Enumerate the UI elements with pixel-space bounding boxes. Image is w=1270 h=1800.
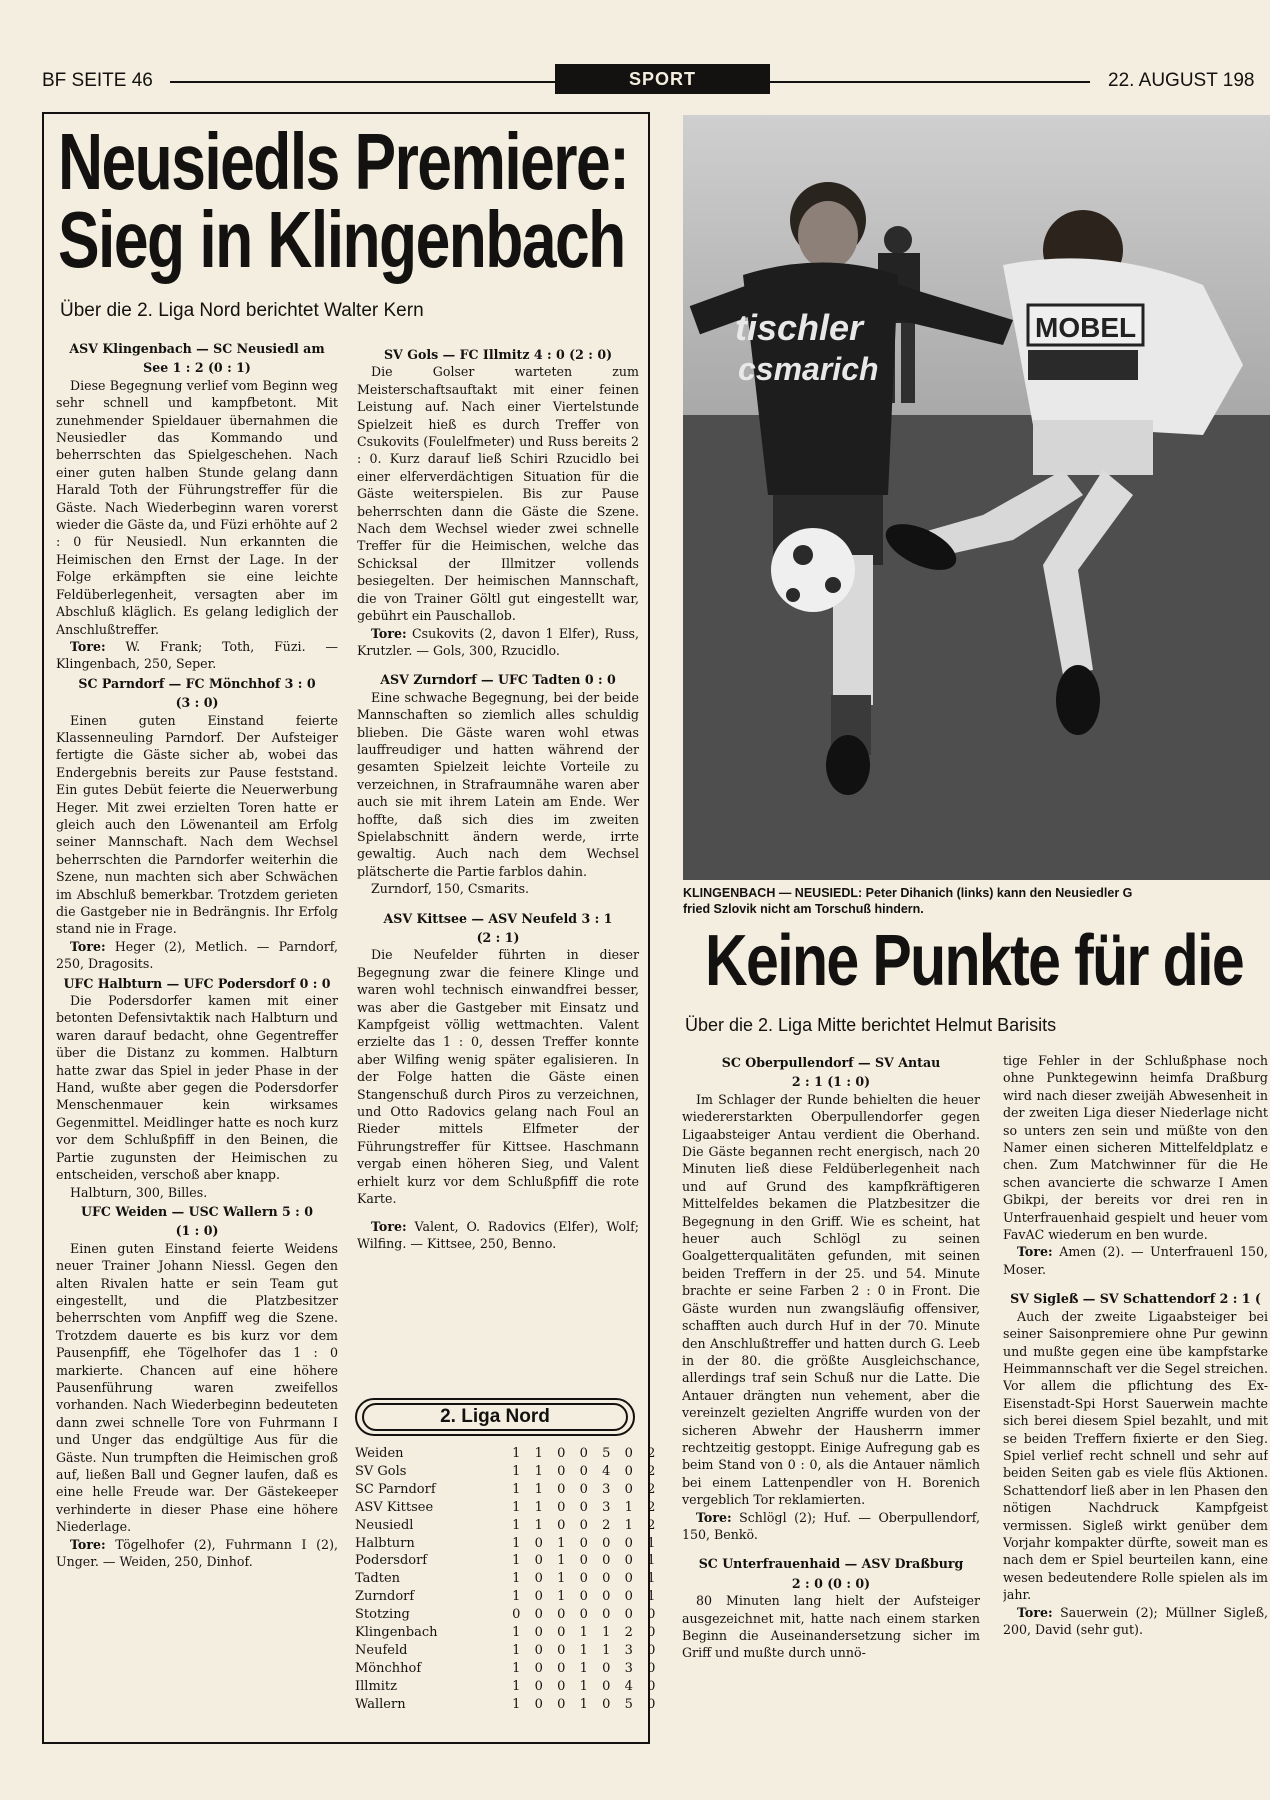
standings-value: 1	[512, 1481, 521, 1497]
standings-value: 0	[557, 1481, 566, 1497]
match-heading: ASV Kittsee — ASV Neufeld 3 : 1	[383, 910, 613, 926]
standings-value: 1	[512, 1660, 521, 1676]
standings-value: 0	[557, 1625, 566, 1641]
standings-value: 0	[624, 1589, 633, 1605]
standings-value: 0	[579, 1446, 588, 1461]
goals-label: Tore:	[371, 625, 407, 641]
goals-text: Sauerwein (2); Müllner Sigleß, 200, David (sehr gut).	[1003, 1604, 1268, 1637]
standings-value: 0	[579, 1553, 588, 1569]
standings-row	[355, 1517, 663, 1535]
standings-value: 0	[557, 1607, 566, 1623]
standings-title: 2. Liga Nord	[440, 1406, 550, 1427]
team-name: Zurndorf	[355, 1589, 415, 1605]
standings-value: 0	[624, 1481, 633, 1497]
standings-value: 4	[624, 1678, 633, 1694]
standings-value: 1	[557, 1571, 566, 1587]
standings-value: 0	[512, 1607, 521, 1623]
standings-value: 0	[579, 1517, 588, 1533]
standings-value: 0	[579, 1535, 588, 1551]
standings-value: 1	[579, 1642, 588, 1658]
standings-value: 0	[624, 1535, 633, 1551]
team-name: Illmitz	[355, 1678, 398, 1694]
match-heading: UFC Halbturn — UFC Podersdorf 0 : 0	[63, 975, 331, 991]
standings-value: 2	[647, 1446, 656, 1461]
section-label-box	[555, 64, 770, 94]
match-score: See 1 : 2 (0 : 1)	[143, 360, 251, 376]
header-rule-left	[170, 81, 555, 83]
standings-value: 0	[534, 1642, 543, 1658]
standings-value: 1	[512, 1499, 521, 1515]
team-name: SV Gols	[355, 1463, 407, 1479]
standings-value: 1	[512, 1446, 521, 1461]
standings-table	[355, 1445, 663, 1714]
standings-value: 0	[534, 1607, 543, 1623]
standings-value: 0	[602, 1607, 611, 1623]
standings-value: 1	[647, 1553, 656, 1569]
match-heading: SV Gols — FC Illmitz 4 : 0 (2 : 0)	[383, 347, 613, 362]
header-rule-right	[770, 81, 1090, 83]
standings-value: 4	[602, 1463, 611, 1479]
team-name: Stotzing	[355, 1607, 410, 1623]
right-byline: Über die 2. Liga Mitte berichtet Helmut Barisits	[685, 1015, 1057, 1035]
match-heading: SC Parndorf — FC Mönchhof 3 : 0	[78, 675, 316, 691]
team-name: Tadten	[355, 1571, 401, 1587]
team-name: Wallern	[355, 1696, 406, 1712]
goals-label: Tore:	[1017, 1244, 1053, 1260]
standings-value: 0	[602, 1535, 611, 1551]
goals-label: Tore:	[70, 938, 106, 954]
standings-value: 1	[557, 1535, 566, 1551]
standings-value: 0	[579, 1463, 588, 1479]
standings-value: 0	[579, 1607, 588, 1623]
standings-value: 3	[602, 1499, 611, 1515]
match-report: Einen guten Einstand feierte Weidens neuer Trainer Johann Niessl. Gegen den alten Rivalen hatte er sein Team gut eingestellt, und die Platzbesitzer beherrschten vom Anpfiff weg die Szene. Trotzdem dauerte es bis kurz vor dem Pausenpfiff, ehe Tögelhofer das 1 : 0 markierte. Chancen auf eine höhere Pausenführung waren zweifellos vorhanden. Nach Wiederbeginn bedeuteten dann zwei schnelle Tore von Fuhrmann I und Unger das endgültige Aus für die Gäste. Nun trumpften die Heimischen groß auf, ließen Ball und Gegner laufen, daß es eine helle Freude war. Der Gästekeeper verhinderte in dieser Phase eine höhere Niederlage.	[56, 1240, 338, 1535]
standings-row	[355, 1445, 663, 1463]
standings-value: 1	[512, 1571, 521, 1587]
standings-value: 0	[602, 1553, 611, 1569]
standings-value: 2	[647, 1499, 656, 1515]
match-score: 2 : 0 (0 : 0)	[791, 1575, 871, 1591]
standings-value: 1	[579, 1696, 588, 1712]
standings-value: 0	[579, 1571, 588, 1587]
standings-value: 1	[624, 1499, 633, 1515]
match-heading: UFC Weiden — USC Wallern 5 : 0	[81, 1203, 313, 1219]
shirt-print-3: MOBEL	[1035, 312, 1137, 343]
goals-text: Csukovits (2, davon 1 Elfer), Russ, Krutzler. — Gols, 300, Rzucidlo.	[357, 625, 640, 658]
standings-value: 1	[512, 1642, 521, 1658]
match-report: Auch der zweite Ligaabsteiger bei seiner Saisonpremiere ohne Pur gewinn und mußte gegen eine übe kampfstarke Heimmannschaft ver die Segel streichen. Vor allem die pflichtung des Ex-Eisenstadt-Spi Horst Sauerwein machte sich berei diesem Spiel bezahlt, und mit se beiden Treffern fixierte er den Sieg. Spiel verlief recht schnell und sehr auf beiden Seiten gab es viele flüs Aktionen. Schattendorf ließ aber in len Phasen den nötigen Nachdruck Kampfgeist vermissen. Sigleß wirkt genüber dem Vorjahr kompakter dürfte, soweit man es nach dem er Spiel beurteilen kann, eine wesen bedeutendere Rolle spielen als im jahr.	[1003, 1308, 1268, 1603]
standings-value: 0	[534, 1535, 543, 1551]
standings-value: 3	[624, 1642, 633, 1658]
match-photo	[683, 115, 1270, 880]
goals-label: Tore:	[70, 1536, 106, 1552]
goals-label: Tore:	[371, 1218, 407, 1234]
standings-value: 1	[624, 1517, 633, 1533]
standings-value: 1	[647, 1535, 656, 1551]
standings-value: 1	[534, 1517, 543, 1533]
standings-value: 0	[602, 1678, 611, 1694]
standings-value: 0	[557, 1499, 566, 1515]
standings-value: 0	[602, 1571, 611, 1587]
standings-value: 1	[512, 1553, 521, 1569]
match-heading: ASV Zurndorf — UFC Tadten 0 : 0	[380, 672, 616, 688]
standings-value: 0	[579, 1481, 588, 1497]
team-name: Neufeld	[355, 1642, 408, 1658]
standings-value: 1	[647, 1571, 656, 1587]
standings-row	[355, 1535, 663, 1553]
standings-value: 1	[647, 1589, 656, 1605]
standings-value: 0	[557, 1463, 566, 1479]
standings-value: 1	[579, 1678, 588, 1694]
standings-value: 0	[624, 1446, 633, 1461]
headline-line-2: Sieg in Klingenbach	[58, 195, 625, 284]
match-heading: SC Oberpullendorf — SV Antau	[721, 1055, 941, 1070]
standings-value: 2	[647, 1481, 656, 1497]
standings-value: 0	[647, 1607, 656, 1623]
standings-value: 3	[602, 1481, 611, 1497]
left-column-1	[56, 338, 338, 1570]
team-name: Neusiedl	[355, 1517, 414, 1533]
standings-value: 1	[557, 1553, 566, 1569]
standings-value: 0	[624, 1607, 633, 1623]
standings-title-box	[355, 1398, 635, 1436]
standings-row	[355, 1606, 663, 1624]
standings-row	[355, 1552, 663, 1570]
match-score: (1 : 0)	[175, 1223, 219, 1239]
standings-row	[355, 1642, 663, 1660]
match-report: Diese Begegnung verlief vom Beginn weg sehr schnell und kampfbetont. Mit zunehmender Spieldauer übernahmen die Neusiedler das Kommando und beherrschten das Spielgeschehen. Nach einer guten halben Stunde gelang dann Harald Toth der Führungstreffer für die Gäste. Nach Wiederbeginn waren vorerst wieder die Gäste da, und Füzi erhöhte auf 2 : 0 für Neusiedl. Nun erkannten die Heimischen den Ernst der Lage. In der Folge erkämpften sie eine leichte Feldüberlegenheit, versagten aber im Abschluß kläglich. Es gelang lediglich der Anschlußtreffer.	[56, 377, 338, 637]
standings-value: 0	[602, 1660, 611, 1676]
standings-value: 1	[512, 1589, 521, 1605]
standings-value: 1	[557, 1589, 566, 1605]
standings-row	[355, 1499, 663, 1517]
team-name: Klingenbach	[355, 1625, 438, 1641]
standings-row	[355, 1660, 663, 1678]
standings-value: 0	[624, 1571, 633, 1587]
match-heading: ASV Klingenbach — SC Neusiedl am	[69, 341, 325, 356]
standings-value: 1	[602, 1625, 611, 1641]
standings-value: 0	[534, 1696, 543, 1712]
left-byline: Über die 2. Liga Nord berichtet Walter Kern	[60, 300, 424, 321]
standings-value: 2	[647, 1463, 656, 1479]
match-report: 80 Minuten lang hielt der Aufsteiger ausgezeichnet mit, hatte nach einem starken Beginn die Auseinandersetzung sicher im Griff und mußte durch unnö-	[682, 1593, 980, 1661]
match-info: Zurndorf, 150, Csmarits.	[371, 881, 530, 897]
standings-row	[355, 1481, 663, 1499]
standings-row	[355, 1678, 663, 1696]
match-score: (3 : 0)	[175, 695, 219, 711]
standings-value: 1	[512, 1517, 521, 1533]
standings-row	[355, 1463, 663, 1481]
match-score: (2 : 1)	[476, 930, 520, 945]
standings-value: 0	[557, 1642, 566, 1658]
match-report: Eine schwache Begegnung, bei der beide Mannschaften so ziemlich alles schuldig blieben. Die Gäste waren wohl etwas lauffreudiger und hatten während der gesamten Spielzeit leichte Vorteile zu verzeichnen, in Strafraumnähe waren aber auch sie mit ihrem Latein am Ende. Wer hoffte, daß sich dies im zweiten Spielabschnitt ändern werde, irrte gewaltig. Auch nach dem Wechsel plätscherte die Partie farblos dahin.	[357, 689, 639, 879]
standings-value: 1	[534, 1499, 543, 1515]
team-name: SC Parndorf	[355, 1481, 436, 1497]
standings-value: 0	[534, 1625, 543, 1641]
right-column-1	[682, 1052, 980, 1662]
standings-value: 0	[647, 1696, 656, 1712]
team-name: Weiden	[355, 1446, 404, 1461]
standings-value: 0	[534, 1571, 543, 1587]
goals-text: W. Frank; Toth, Füzi. — Klingenbach, 250, Seper.	[56, 638, 338, 672]
standings-value: 0	[557, 1696, 566, 1712]
match-photo-image	[683, 115, 1270, 880]
match-report: Einen guten Einstand feierte Klassenneuling Parndorf. Der Aufsteiger fertigte die Gäste sicher ab, wobei das Endergebnis bereits zur Pause feststand. Ein gutes Debüt feierte die Neuerwerbung Heger. Mit zwei erzielten Toren hatte er gleich auch den Löwenanteil am Erfolg seiner Mannschaft. Nach dem Wechsel beherrschten die Parndorfer weiterhin die Szene, nun machten sich aber Schwächen im Abschluß bemerkbar. Trotzdem gerieten die Gastgeber nie in Bedrängnis. Ihr Erfolg stand nie in Frage.	[56, 712, 338, 937]
standings-value: 0	[602, 1696, 611, 1712]
team-name: Mönchhof	[355, 1660, 422, 1676]
standings-value: 2	[624, 1625, 633, 1641]
standings-value: 1	[534, 1463, 543, 1479]
standings-value: 1	[579, 1625, 588, 1641]
issue-date: 22. AUGUST 198	[1108, 70, 1255, 91]
right-headline: Keine Punkte für die	[705, 921, 1244, 1001]
match-heading: SV Sigleß — SV Schattendorf 2 : 1 (	[1010, 1291, 1261, 1307]
match-heading: SC Unterfrauenhaid — ASV Draßburg	[698, 1556, 964, 1572]
photo-caption-line-1: KLINGENBACH — NEUSIEDL: Peter Dihanich (links) kann den Neusiedler G	[683, 886, 1133, 900]
match-report: tige Fehler in der Schlußphase noch ohne Punktegewinn heimfa Draßburg wird nach dieser zweijäh Abwesenheit in der zweiten Liga dieser Niederlage nicht so unters zen sein und müßte von den Namer einen sicheren Mittelfeldplatz e chen. Zum Matchwinner für die He schen avancierte die schwarze I Amen Gbikpi, der bereits vor drei ren in Unterfrauenhaid gespielt und heuer vom FavAC wiederum en ben wurde.	[1003, 1053, 1268, 1243]
goals-text: Amen (2). — Unterfrauenl 150, Moser.	[1003, 1244, 1268, 1277]
standings-value: 0	[579, 1499, 588, 1515]
standings-value: 1	[512, 1535, 521, 1551]
team-name: Podersdorf	[355, 1553, 428, 1569]
standings-value: 0	[579, 1589, 588, 1605]
standings-value: 0	[557, 1678, 566, 1694]
goals-text: Schlögl (2); Huf. — Oberpullendorf, 150, Benkö.	[682, 1509, 980, 1542]
goals-label: Tore:	[1017, 1604, 1053, 1620]
standings-value: 0	[534, 1589, 543, 1605]
standings-value: 1	[512, 1696, 521, 1712]
section-label: SPORT	[628, 68, 696, 89]
headline-line-1: Neusiedls Premiere:	[58, 117, 629, 206]
standings-value: 1	[512, 1463, 521, 1479]
standings-value: 1	[579, 1660, 588, 1676]
left-column-2	[357, 344, 639, 1252]
standings-value: 0	[624, 1553, 633, 1569]
goals-label: Tore:	[70, 638, 106, 654]
standings-value: 1	[602, 1642, 611, 1658]
standings-row	[355, 1696, 663, 1714]
standings-value: 1	[534, 1446, 543, 1461]
standings-row	[355, 1624, 663, 1642]
team-name: Halbturn	[355, 1535, 415, 1551]
standings-value: 2	[647, 1517, 656, 1533]
standings-value: 0	[557, 1660, 566, 1676]
team-name: ASV Kittsee	[355, 1499, 434, 1515]
standings-value: 0	[647, 1660, 656, 1676]
shirt-print-1: tischler	[735, 307, 864, 348]
match-score: 2 : 1 (1 : 0)	[791, 1074, 871, 1090]
standings-value: 0	[647, 1642, 656, 1658]
standings-value: 1	[534, 1481, 543, 1497]
match-report: Die Podersdorfer kamen mit einer betonten Defensivtaktik nach Halbturn und waren darauf bedacht, ohne Gegentreffer über die Distanz zu kommen. Halbturn hatte zwar das Spiel in jeder Phase in der Hand, wußte aber gegen die Podersdorfer Menschenmauer kein wirksames Gegenmittel. Meidlinger hatte es noch kurz vor dem Schlußpfiff in den Beinen, die Partie zugunsten der Heimischen zu entscheiden, verschoß aber knapp.	[56, 993, 338, 1183]
page-folio: BF SEITE 46	[42, 70, 153, 91]
match-report: Die Golser warteten zum Meisterschaftsauftakt mit einer feinen Leistung auf. Nach einer Viertelstunde Spielzeit hieß es durch Treffer von Csukovits (Foulelfmeter) und Russ bereits 2 : 0. Kurz darauf ließ Schiri Rzucidlo bei einer elferverdächtigen Situation für die Gäste weiterspielen. Bis zur Pause beherrschten dann die Gäste die Szene. Nach dem Wechsel wieder zwei schnelle Treffer für die Heimischen, welche das Schicksal der Illmitzer vollends besiegelten. Der heimischen Mannschaft, die von Trainer Göltl gut eingestellt war, gebührt ein Pauschallob.	[357, 364, 639, 624]
standings-value: 2	[602, 1517, 611, 1533]
standings-row	[355, 1570, 663, 1588]
standings-value: 0	[557, 1446, 566, 1461]
photo-caption	[683, 885, 1270, 917]
standings-row	[355, 1588, 663, 1606]
goals-text: Heger (2), Metlich. — Parndorf, 250, Dragosits.	[56, 938, 338, 972]
goals-text: Valent, O. Radovics (Elfer), Wolf; Wilfing. — Kittsee, 250, Benno.	[357, 1218, 639, 1251]
standings-value: 0	[534, 1660, 543, 1676]
standings-value: 5	[602, 1446, 611, 1461]
standings-value: 1	[512, 1678, 521, 1694]
standings-value: 1	[512, 1625, 521, 1641]
goals-text: Tögelhofer (2), Fuhrmann I (2), Unger. — Weiden, 250, Dinhof.	[56, 1536, 338, 1570]
standings-value: 0	[602, 1589, 611, 1605]
match-report: Im Schlager der Runde behielten die heuer wiedererstarkten Oberpullendorfer gegen Ligaabsteiger Antau verdient die Oberhand. Die Gäste begannen recht energisch, nach 20 Minuten ließ diese Feldüberlegenheit nach und auf Grund des kampfkräftigeren Mittelfeldes bekamen die Platzbesitzer die Begegnung in den Griff. Wie es scheint, hat heuer auch Schlögl zu seinen Goalgetterqualitäten gefunden, mit seinen beiden Treffern in der 25. und 54. Minute brachte er seine Farben 2 : 0 in Front. Die Gäste wurden nun zwangsläufig offensiver, schafften auch durch Huf in der 70. Minute den Anschlußtreffer und hatten durch G. Leeb in der 80. die größte Ausgleichschance, allerdings traf sein Schuß nur die Latte. Die Antauer drängten nun vehement, aber die vereinzelt gezielten Angriffe wurden von der sicheren Abwehr der Hausherrn immer rechtzeitig gestoppt. Einige Aufregung gab es beim Stand von 0 : 0, als die Antauer nämlich bei einem Lattenpendler von H. Borenich vergeblich Tor reklamierten.	[682, 1091, 980, 1508]
standings-value: 0	[624, 1463, 633, 1479]
standings-value: 5	[624, 1696, 633, 1712]
shirt-print-2: csmarich	[738, 351, 879, 387]
standings-value: 3	[624, 1660, 633, 1676]
match-info: Halbturn, 300, Billes.	[70, 1184, 208, 1200]
goals-label: Tore:	[696, 1509, 732, 1525]
match-report: Die Neufelder führten in dieser Begegnung zwar die feinere Klinge und waren wohl technisch einwandfrei besser, was aber die Gastgeber mit Einsatz und Kampfgeist völlig wettmachten. Valent erzielte das 1 : 0, dessen Treffer konnte aber Wilfing wenig später egalisieren. In der Folge hatten die Gäste einen Stangenschuß durch Piros zu verzeichnen, und Otto Radovics gelang nach Foul an Rieder mittels Elfmeter der Führungstreffer für Kittsee. Haschmann vergab einen höheren Sieg, und Valent erhielt kurz vor dem Schlußpfiff die rote Karte.	[357, 947, 639, 1207]
photo-caption-line-2: fried Szlovik nicht am Torschuß hindern.	[683, 902, 924, 916]
right-column-2	[1003, 1052, 1268, 1638]
standings-value: 0	[647, 1625, 656, 1641]
standings-value: 0	[557, 1517, 566, 1533]
standings-value: 0	[647, 1678, 656, 1694]
standings-value: 0	[534, 1553, 543, 1569]
standings-value: 0	[534, 1678, 543, 1694]
